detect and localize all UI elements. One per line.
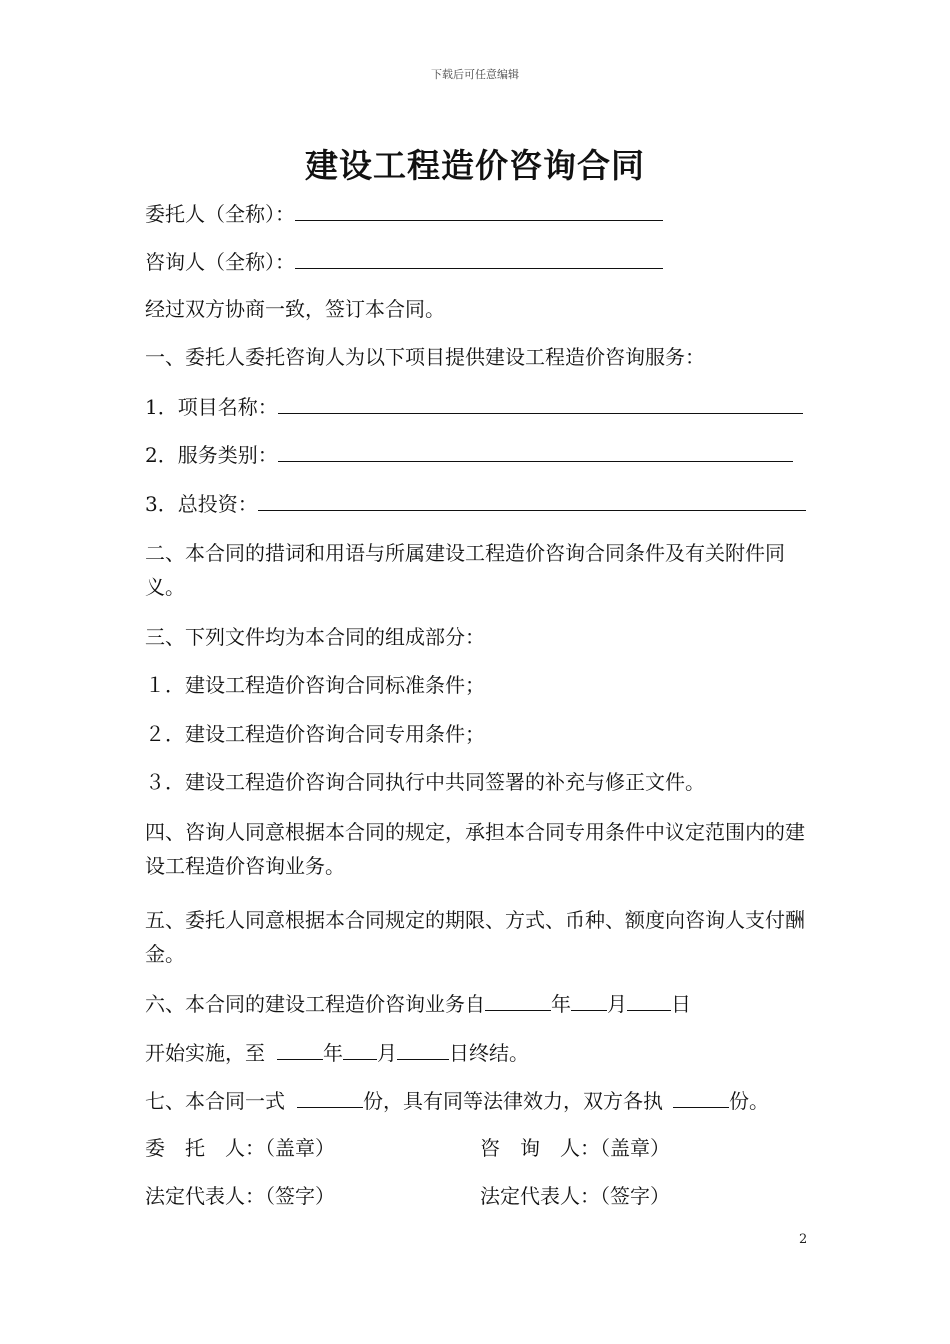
start-year-label: 年 (551, 992, 571, 1016)
consultant-representative-label: 法定代表人：（签字） (480, 1184, 670, 1208)
end-month-blank (343, 1037, 377, 1060)
consultant-label: 咨询人（全称）： (145, 250, 295, 274)
copies-each-blank (673, 1085, 729, 1108)
document-item-3: ３．建设工程造价咨询合同执行中共同签署的补充与修正文件。 (145, 770, 705, 794)
consultant-seal-label: 咨 询 人：（盖章） (480, 1136, 670, 1160)
clause-6-line-2 (145, 1037, 529, 1068)
service-type-blank (278, 439, 793, 462)
start-day-label: 日 (671, 992, 691, 1016)
client-representative-label: 法定代表人：（签字） (145, 1184, 335, 1208)
clause-7 (145, 1085, 769, 1116)
end-day-blank (397, 1037, 449, 1060)
client-name-blank (295, 198, 663, 221)
end-year-blank (277, 1037, 323, 1060)
clause-6-line-1 (145, 988, 691, 1019)
total-investment-line (145, 488, 806, 519)
clause-6-prefix: 六、本合同的建设工程造价咨询业务自 (145, 992, 485, 1016)
end-month-label: 月 (377, 1041, 397, 1065)
consultant-line (145, 246, 663, 277)
page-number: 2 (799, 1232, 808, 1247)
start-year-blank (485, 988, 551, 1011)
clause-2: 二、本合同的措词和用语与所属建设工程造价咨询合同条件及有关附件同义。 (145, 541, 785, 599)
document-item-2: ２．建设工程造价咨询合同专用条件； (145, 722, 485, 746)
service-type-line (145, 439, 793, 470)
clause-6-line-2-prefix: 开始实施，至 (145, 1041, 265, 1065)
clause-7-suffix: 份。 (729, 1089, 769, 1113)
total-investment-blank (258, 488, 806, 511)
copies-total-blank (297, 1085, 363, 1108)
project-name-blank (278, 391, 803, 414)
client-line (145, 198, 663, 229)
total-investment-label: 3．总投资： (145, 492, 258, 516)
start-month-blank (571, 988, 607, 1011)
header-note: 下载后可任意编辑 (431, 68, 519, 81)
end-suffix: 日终结。 (449, 1041, 529, 1065)
intro-text: 经过双方协商一致，签订本合同。 (145, 297, 445, 321)
clause-1: 一、委托人委托咨询人为以下项目提供建设工程造价咨询服务： (145, 345, 705, 369)
signature-row-2 (145, 1181, 670, 1211)
clause-3: 三、下列文件均为本合同的组成部分： (145, 625, 485, 649)
clause-5: 五、委托人同意根据本合同规定的期限、方式、币种、额度向咨询人支付酬金。 (145, 908, 805, 966)
consultant-name-blank (295, 246, 663, 269)
document-item-1: １．建设工程造价咨询合同标准条件； (145, 673, 485, 697)
document-title: 建设工程造价咨询合同 (305, 146, 645, 185)
client-seal-label: 委 托 人：（盖章） (145, 1136, 335, 1160)
start-day-blank (627, 988, 671, 1011)
clause-4: 四、咨询人同意根据本合同的规定，承担本合同专用条件中议定范围内的建设工程造价咨询业务。 (145, 820, 805, 878)
project-name-label: 1．项目名称： (145, 395, 278, 419)
client-label: 委托人（全称）： (145, 202, 295, 226)
end-year-label: 年 (323, 1041, 343, 1065)
start-month-label: 月 (607, 992, 627, 1016)
project-name-line (145, 391, 803, 422)
service-type-label: 2．服务类别： (145, 443, 278, 467)
clause-7-prefix: 七、本合同一式 (145, 1089, 285, 1113)
signature-row-1 (145, 1133, 670, 1163)
clause-7-mid: 份，具有同等法律效力，双方各执 (363, 1089, 663, 1113)
